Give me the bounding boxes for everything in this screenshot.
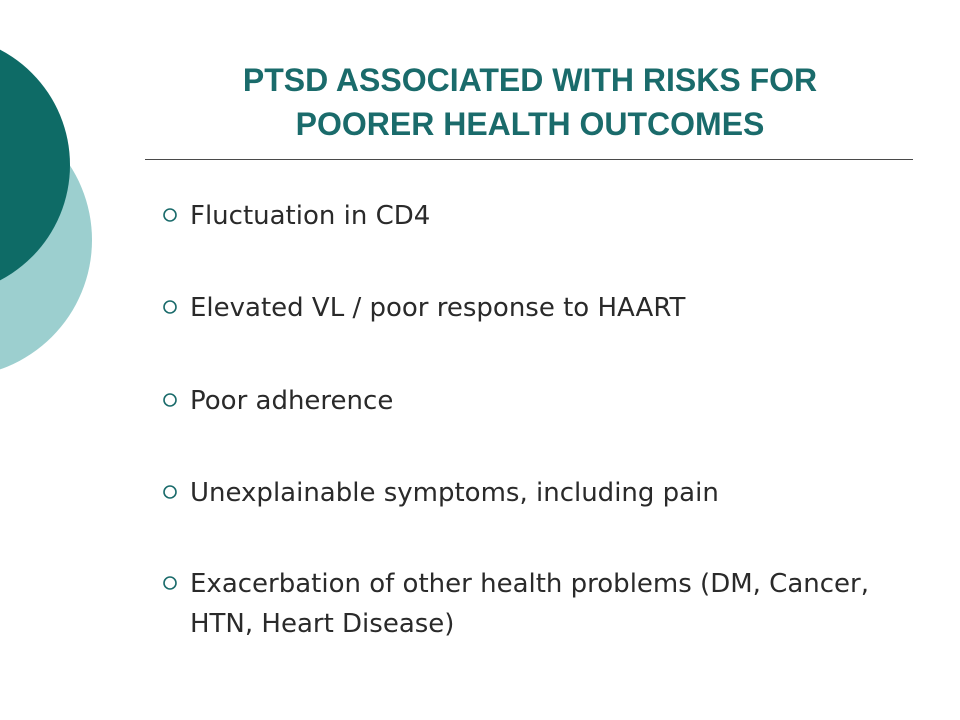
bullet-item	[160, 196, 920, 236]
decorative-circles	[0, 0, 120, 400]
hollow-circle-bullet-icon	[160, 482, 180, 502]
bullet-item	[160, 473, 920, 513]
slide-title-line-2: POORER HEALTH OUTCOMES	[295, 106, 765, 142]
bullet-text: Exacerbation of other health problems (DM, Cancer, HTN, Heart Disease)	[190, 569, 869, 639]
title-divider	[145, 159, 913, 160]
bullet-text: Unexplainable symptoms, including pain	[190, 478, 719, 508]
bullet-item	[160, 288, 920, 328]
bullet-item	[160, 381, 920, 421]
hollow-circle-bullet-icon	[160, 573, 180, 593]
hollow-circle-bullet-icon	[160, 390, 180, 410]
hollow-circle-bullet-icon	[160, 205, 180, 225]
bullet-text: Elevated VL / poor response to HAART	[190, 293, 686, 323]
slide-title-line-1: PTSD ASSOCIATED WITH RISKS FOR	[242, 62, 818, 98]
hollow-circle-bullet-icon	[160, 297, 180, 317]
slide-title	[150, 58, 910, 146]
bullet-text: Poor adherence	[190, 386, 394, 416]
bullet-text: Fluctuation in CD4	[190, 201, 431, 231]
bullet-item	[160, 564, 920, 644]
